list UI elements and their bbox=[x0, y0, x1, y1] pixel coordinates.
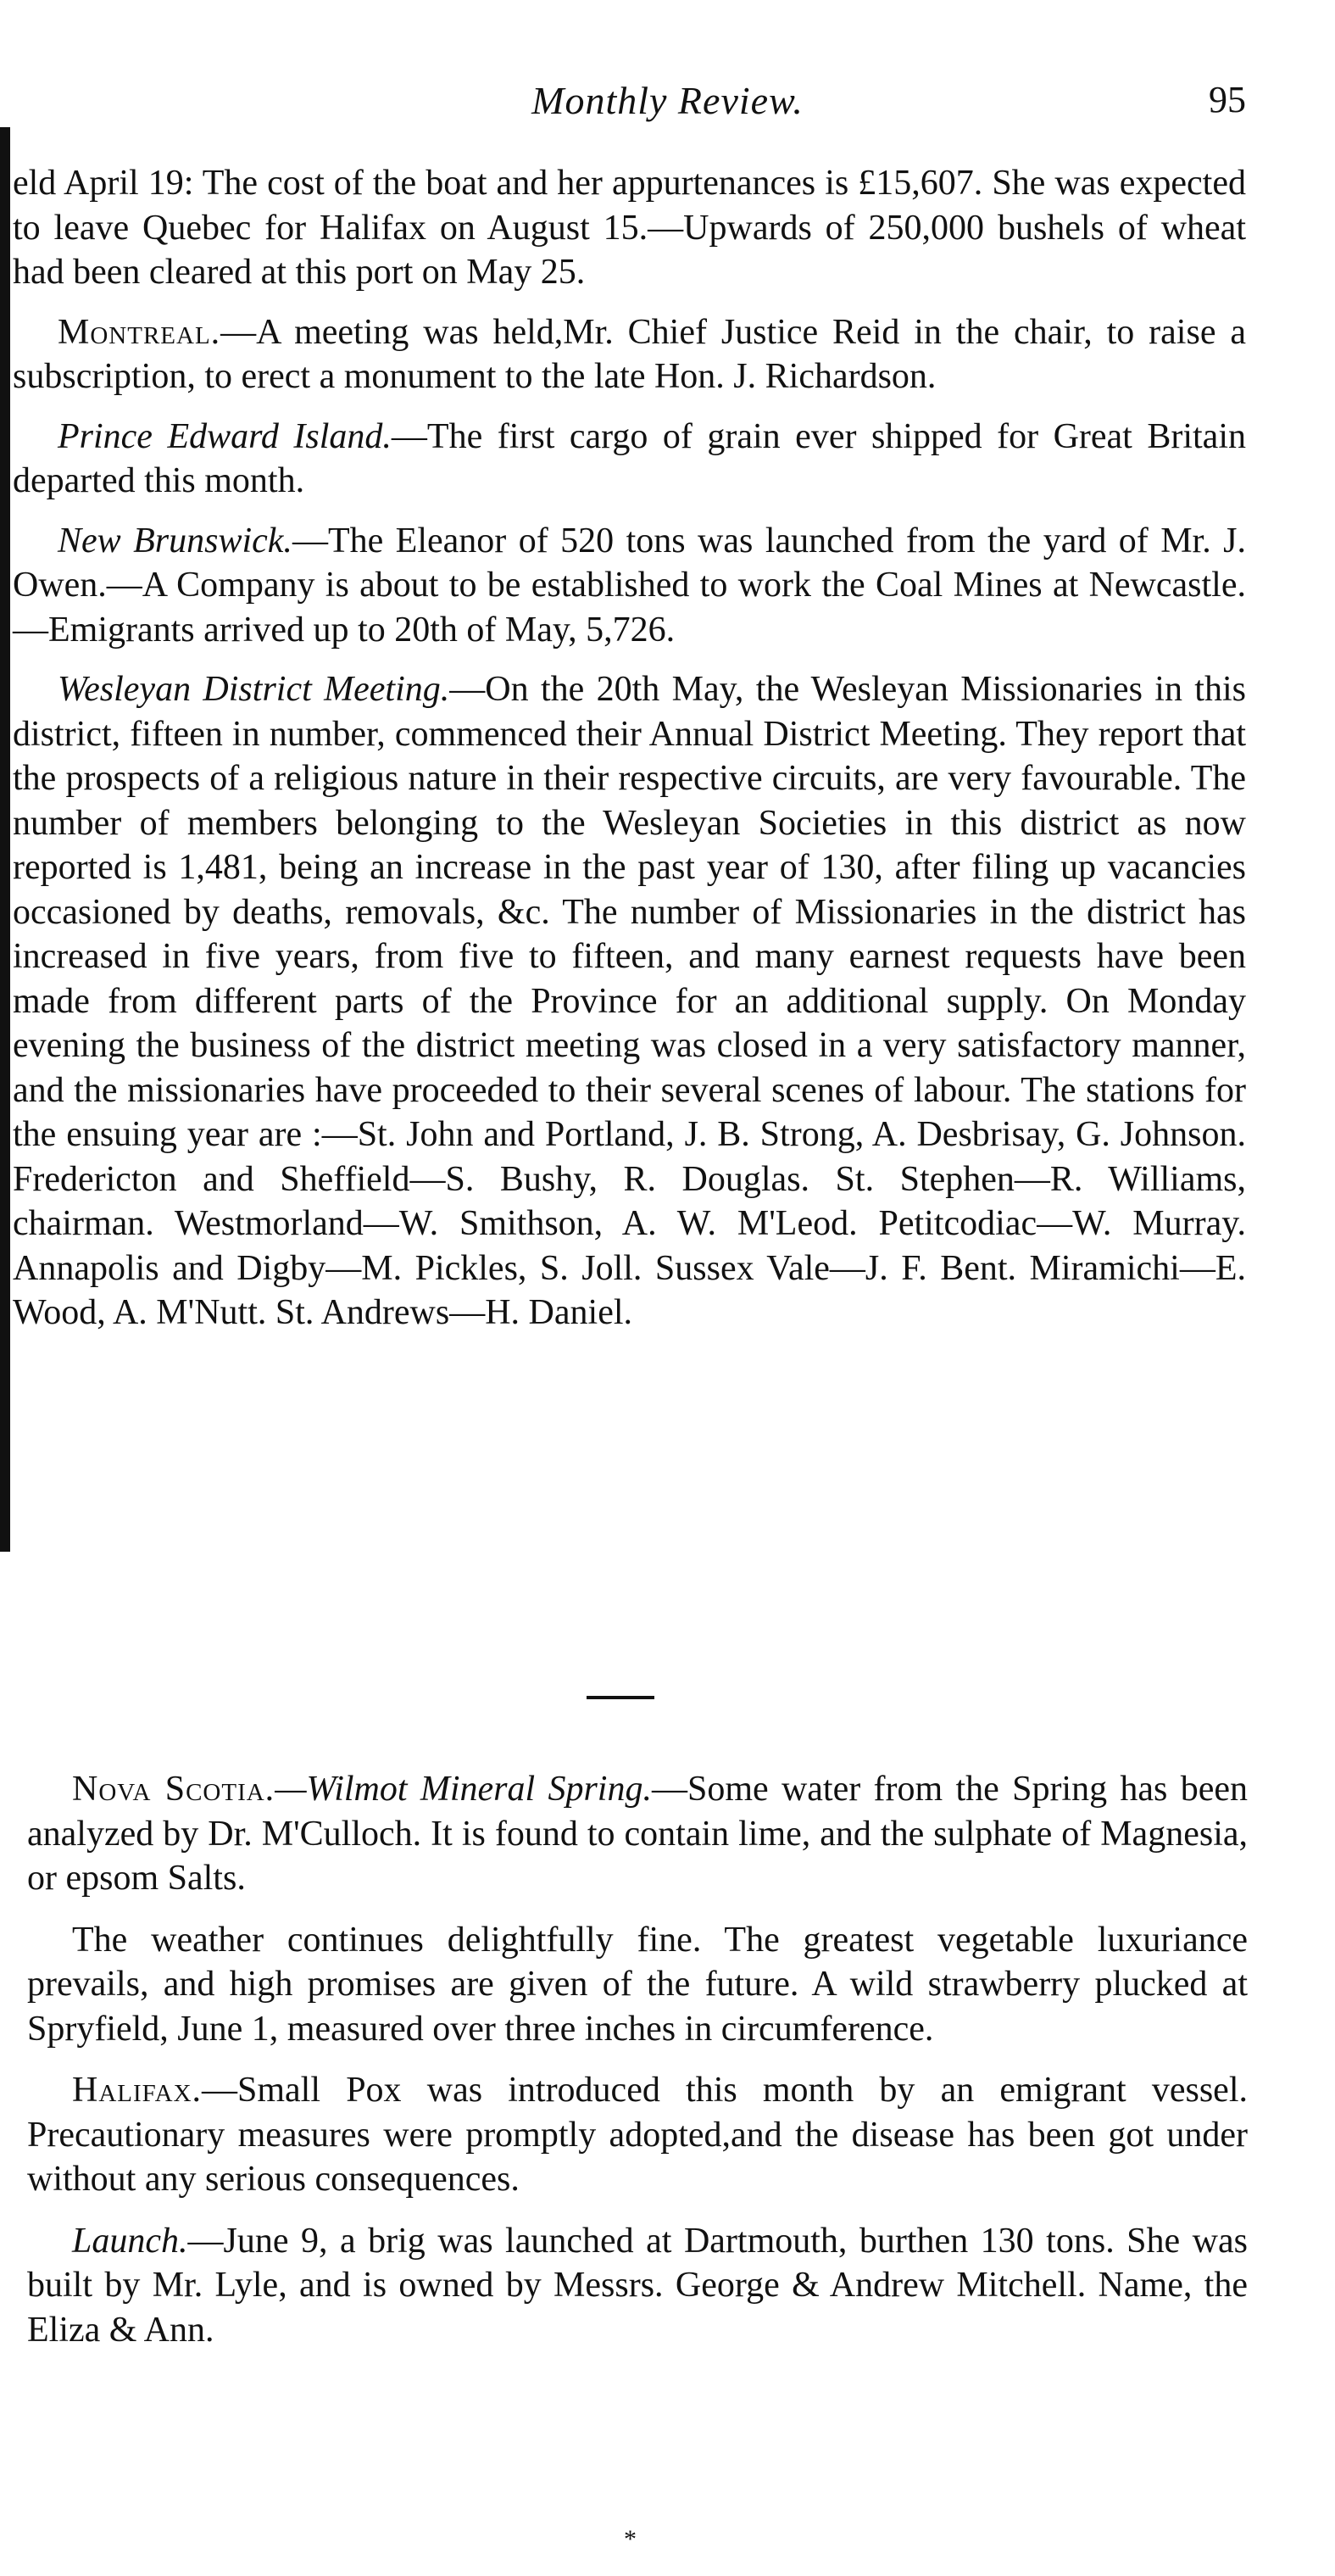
section-divider bbox=[587, 1696, 654, 1699]
paragraph-prince-edward-island bbox=[13, 415, 1246, 504]
running-title: Monthly Review. bbox=[531, 79, 804, 122]
paragraph-lead: New Brunswick. bbox=[58, 521, 292, 560]
paragraph-text: —Some water from the Spring has been analyzed by Dr. M'Culloch. It is found to contain lime, and the sulphate of Magnesia, or epsom Salts. bbox=[27, 1770, 1248, 1898]
paragraph-quebec-continued bbox=[13, 161, 1246, 295]
paragraph-text: —On the 20th May, the Wesleyan Missionaries in this district, fifteen in number, commenced their Annual District Meeting. They report that the prospects of a religious nature in their respective circuits, are very favourable. The number of members belonging to the Wesleyan Societies in this district as now reported is 1,481, being an increase in the past year of 130, after filing up vacancies occasioned by deaths, removals, &c. The number of Missionaries in the district has increased in five years, from five to fifteen, and many earnest requests have been made from different parts of the Province for an additional supply. On Monday evening the business of the district meeting was closed in a very satisfactory manner, and the missionaries have proceeded to their several scenes of labour. The stations for the ensuing year are :—St. John and Portland, J. B. Strong, A. Desbrisay, G. Johnson. Fredericton and Sheffield—S. Bushy, R. Douglas. St. Stephen—R. Williams, chairman. Westmorland—W. Smithson, A. W. M'Leod. Petitcodiac—W. Murray. Annapolis and Digby—M. Pickles, S. Joll. Sussex Vale—J. F. Bent. Miramichi—E. Wood, A. M'Nutt. St. Andrews—H. Daniel. bbox=[13, 670, 1246, 1332]
paragraph-lead: Prince Edward Island. bbox=[58, 416, 392, 456]
paragraph-lead: Montreal. bbox=[58, 312, 221, 352]
paragraph-lead: Wesleyan District Meeting. bbox=[58, 670, 450, 709]
paragraph-lead-caps: Halifax. bbox=[72, 2071, 203, 2110]
paragraph-nova-scotia bbox=[27, 1767, 1248, 1901]
paragraph-weather bbox=[27, 1918, 1248, 2052]
paragraph-new-brunswick bbox=[13, 519, 1246, 653]
paragraph-lead-caps: Nova Scotia. bbox=[72, 1770, 275, 1809]
signature-mark: * bbox=[624, 2525, 637, 2553]
paragraph-text: —The Eleanor of 520 tons was launched from the yard of Mr. J. Owen.—A Company is about to be established to work the Coal Mines at Newcastle.—Emigrants arrived up to 20th of May, 5,726. bbox=[13, 521, 1247, 650]
paragraph-text: —June 9, a brig was launched at Dartmouth, burthen 130 tons. She was built by Mr. Lyle, and is owned by Messrs. George & Andrew Mitchell. Name, the Eliza & Ann. bbox=[27, 2221, 1248, 2350]
paragraph-text: —The first cargo of grain ever shipped for Great Britain departed this month. bbox=[13, 416, 1246, 500]
paragraph-text: eld April 19: The cost of the boat and her appurtenances is £15,607. She was expected to leave Quebec for Halifax on August 15.—Upwards of 250,000 bushels of wheat had been cleared at this port on May 25. bbox=[13, 164, 1246, 292]
paragraph-launch bbox=[27, 2219, 1248, 2353]
paragraph-text: —Small Pox was introduced this month by an emigrant vessel. Precautionary measures were promptly adopted,and the disease has been got under without any serious consequences. bbox=[27, 2071, 1248, 2199]
paragraph-lead-italic: —Wilmot Mineral Spring. bbox=[275, 1770, 652, 1809]
margin-rule bbox=[0, 127, 10, 1552]
paragraph-halifax bbox=[27, 2068, 1248, 2202]
lower-article-block bbox=[27, 1767, 1248, 2369]
page-header bbox=[0, 78, 1335, 137]
paragraph-lead-italic: Launch. bbox=[72, 2221, 188, 2261]
paragraph-text: The weather continues delightfully fine. The greatest vegetable luxuriance prevails, and high promises are given of the future. A wild strawberry plucked at Spryfield, June 1, measured over three inches in circumference. bbox=[27, 1920, 1248, 2049]
paragraph-montreal bbox=[13, 310, 1246, 399]
paragraph-wesleyan-meeting bbox=[13, 667, 1246, 1335]
page-number: 95 bbox=[1209, 79, 1246, 120]
upper-article-block bbox=[13, 161, 1246, 1351]
paragraph-text: —A meeting was held,Mr. Chief Justice Reid in the chair, to raise a subscription, to erect a monument to the late Hon. J. Richardson. bbox=[13, 312, 1246, 396]
